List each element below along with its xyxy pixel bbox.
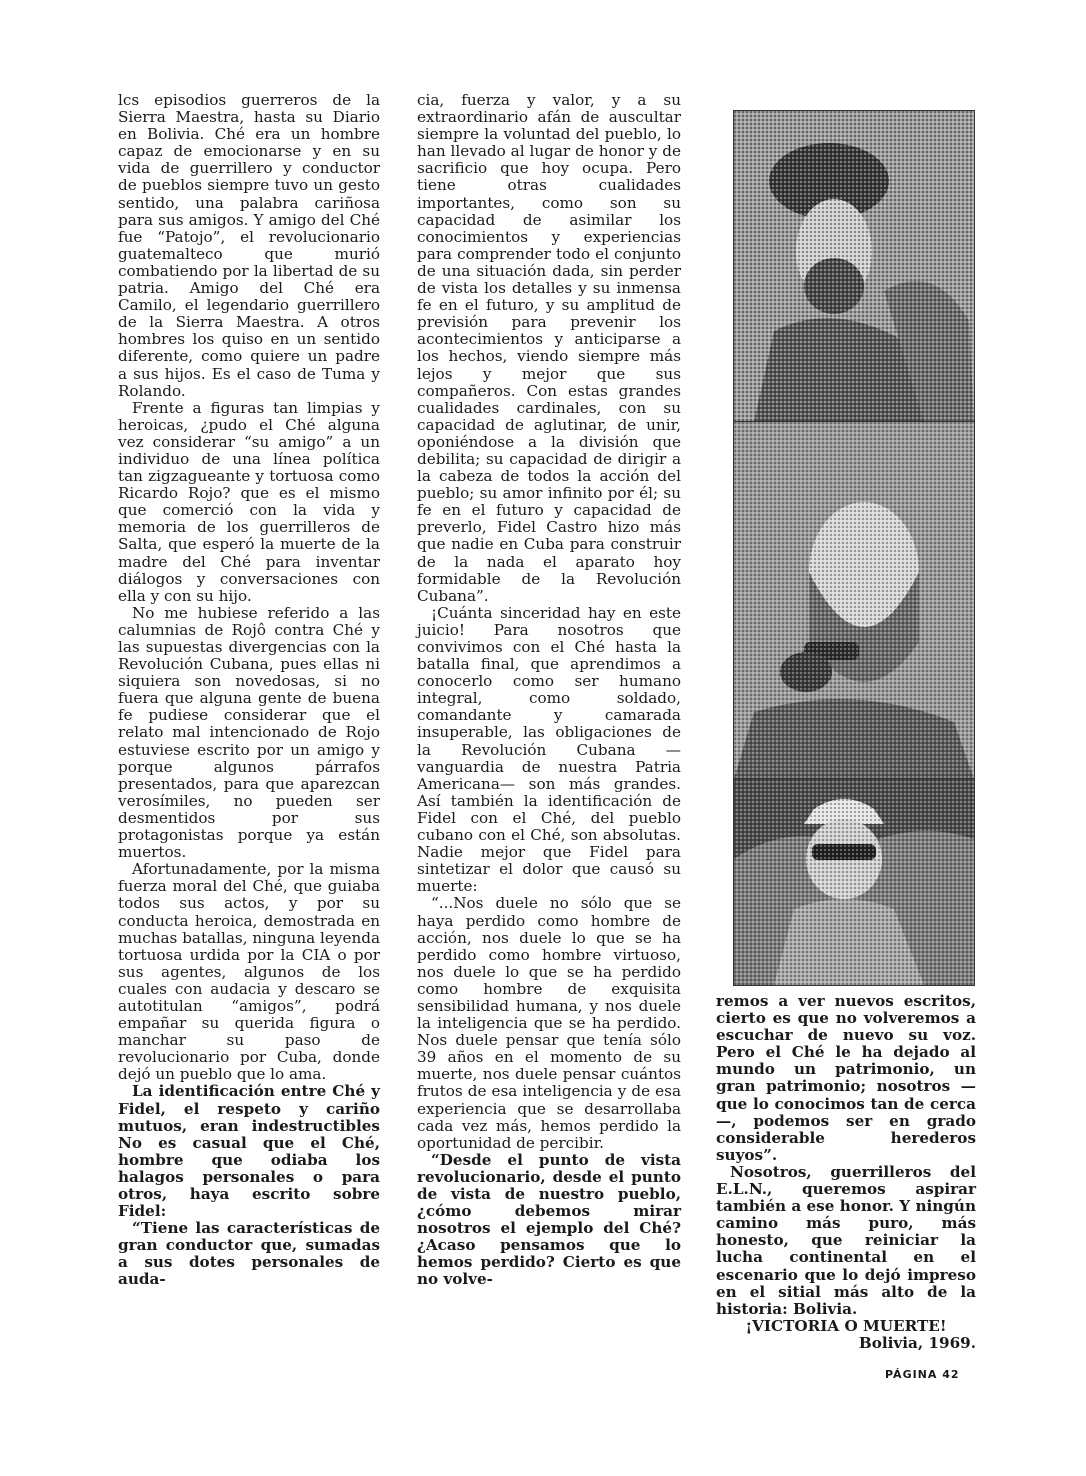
paragraph: Nosotros, guerrilleros del E.L.N., queremos aspirar también a ese honor. Y ningún camino más puro, más honesto, que reiniciar la lucha continental en el escenario que lo dejó impreso en el sitial más alto de la historia: Bolivia. [716,1162,976,1318]
paragraph: cia, fuerza y valor, y a su extraordinario afán de auscultar siempre la voluntad del pueblo, lo han llevado al lugar de honor y de sacrificio que hoy ocupa. Pero tiene otras cualidades importantes, como son su capacidad de asimilar los conocimientos y experiencias para comprender todo el conjunto de una situación dada, sin perder de vista los detalles y su inmensa fe en el futuro, y su amplitud de previsión para prevenir los acontecimientos y anticiparse a los hechos, viendo siempre más lejos y mejor que sus compañeros. Con estas grandes cualidades cardinales, con su capacidad de aglutinar, de unir, oponiéndose a la división que debilita; su capacidad de dirigir a la cabeza de todos la acción del pueblo; su amor infinito por él; su fe en el futuro y capacidad de preverlo, Fidel Castro hizo más que nadie en Cuba para construir de la nada el aparato hoy formidable de la Revolución Cubana”. [417,91,681,605]
article-column-2 [417,92,681,1289]
portrait-photo-che-beret [733,110,975,423]
article-column-3 [716,993,976,1352]
quote-paragraph: “...Nos duele no sólo que se haya perdido como hombre de acción, nos duele lo que se ha perdido como hombre virtuoso, nos duele lo que se ha perdido como hombre de exquisita sensibilidad humana, y nos duele la inteligencia que se ha perdido. Nos duele pensar que tenía sólo 39 años en el momento de su muerte, nos duele pensar cuántos frutos de esa inteligencia y de esa experiencia que se desarrollaba cada vez más, hemos perdido la oportunidad de percibir. [417,894,681,1152]
quote-paragraph: remos a ver nuevos escritos, cierto es que no volveremos a escuchar de nuevo su voz. Pero el Ché le ha dejado al mundo un patrimonio, un gran patrimonio; nosotros —que lo conocimos tan de cerca—, podemos ser en grado considerable herederos suyos”. [716,992,976,1164]
page-number-footer: PÁGINA 42 [885,1368,960,1381]
quote-paragraph: “Desde el punto de vista revolucionario, desde el punto de vista de nuestro pueblo, ¿cómo debemos mirar nosotros el ejemplo del Ché? ¿Acaso pensamos que lo hemos perdido? Cierto es que no volve- [417,1150,681,1289]
paragraph: Frente a figuras tan limpias y heroicas, ¿pudo el Ché alguna vez considerar “su amigo” a un individuo de una línea política tan zigzagueante y tortuosa como Ricardo Rojo? que es el mismo que comerció con la vida y memoria de los guerrilleros de Salta, que esperó la muerte de la madre del Ché para inventar diálogos y conversaciones con ella y con su hijo. [118,398,380,605]
quote-paragraph: “Tiene las características de gran conductor que, sumadas a sus dotes personales de auda- [118,1219,380,1289]
paragraph: No me hubiese referido a las calumnias de Rojô contra Ché y las supuestas divergencias con la Revolución Cubana, pues ellas ni siquiera son novedosas, si no fuera que alguna gente de buena fe pudiese considerar que el relato mal intencionado de Rojo estuviese escrito por un amigo y porque algunos párrafos presentados, para que aparezcan verosímiles, no pueden ser desmentidos por sus protagonistas porque ya están muertos. [118,603,380,862]
paragraph: La identificación entre Ché y Fidel, el respeto y cariño mutuos, eran indestructibles No es casual que el Ché, hombre que odiaba los halagos personales o para otros, haya escrito sobre Fidel: [118,1082,380,1221]
paragraph: Afortunadamente, por la misma fuerza moral del Ché, que guiaba todos sus actos, y por su conducta heroica, demostrada en muchas batallas, ninguna leyenda tortuosa urdida por la CIA o por sus agentes, algunos de los cuales con audacia y descaro se autotitulan “amigos”, podrá empañar su querida figura o manchar su paso de revolucionario por Cuba, donde dejó un pueblo que lo ama. [118,860,380,1084]
closing-slogan: ¡VICTORIA O MUERTE! [745,1316,947,1335]
portrait-photo-fidel-pipe [733,421,975,780]
article-column-1 [118,92,380,1289]
paragraph: lcs episodios guerreros de la Sierra Maestra, hasta su Diario en Bolivia. Ché era un hombre capaz de emocionarse y en su vida de guerrillero y conductor de pueblos siempre tuvo un gesto sentido, una palabra cariñosa para sus amigos. Y amigo del Ché fue “Patojo”, el revolucionario guatemalteco que murió combatiendo por la libertad de su patria. Amigo del Ché era Camilo, el legendario guerrillero de la Sierra Maestra. A otros hombres los quiso en un sentido diferente, como quiere un padre a sus hijos. Es el caso de Tuma y Rolando. [118,91,380,400]
paragraph: ¡Cuánta sinceridad hay en este juicio! Para nosotros que convivimos con el Ché hasta la batalla final, que aprendimos a conocerlo como ser humano integral, como soldado, comandante y camarada insuperable, las obligaciones de la Revolución Cubana —vanguardia de nuestra Patria Americana— son más grandes. Así también la identificación de Fidel con el Ché, del pueblo cubano con el Ché, son absolutas. Nadie mejor que Fidel para sintetizar el dolor que causó su muerte: [417,603,681,896]
portrait-photo-cap-sunglasses [733,778,975,986]
signature-place-date: Bolivia, 1969. [858,1333,976,1352]
